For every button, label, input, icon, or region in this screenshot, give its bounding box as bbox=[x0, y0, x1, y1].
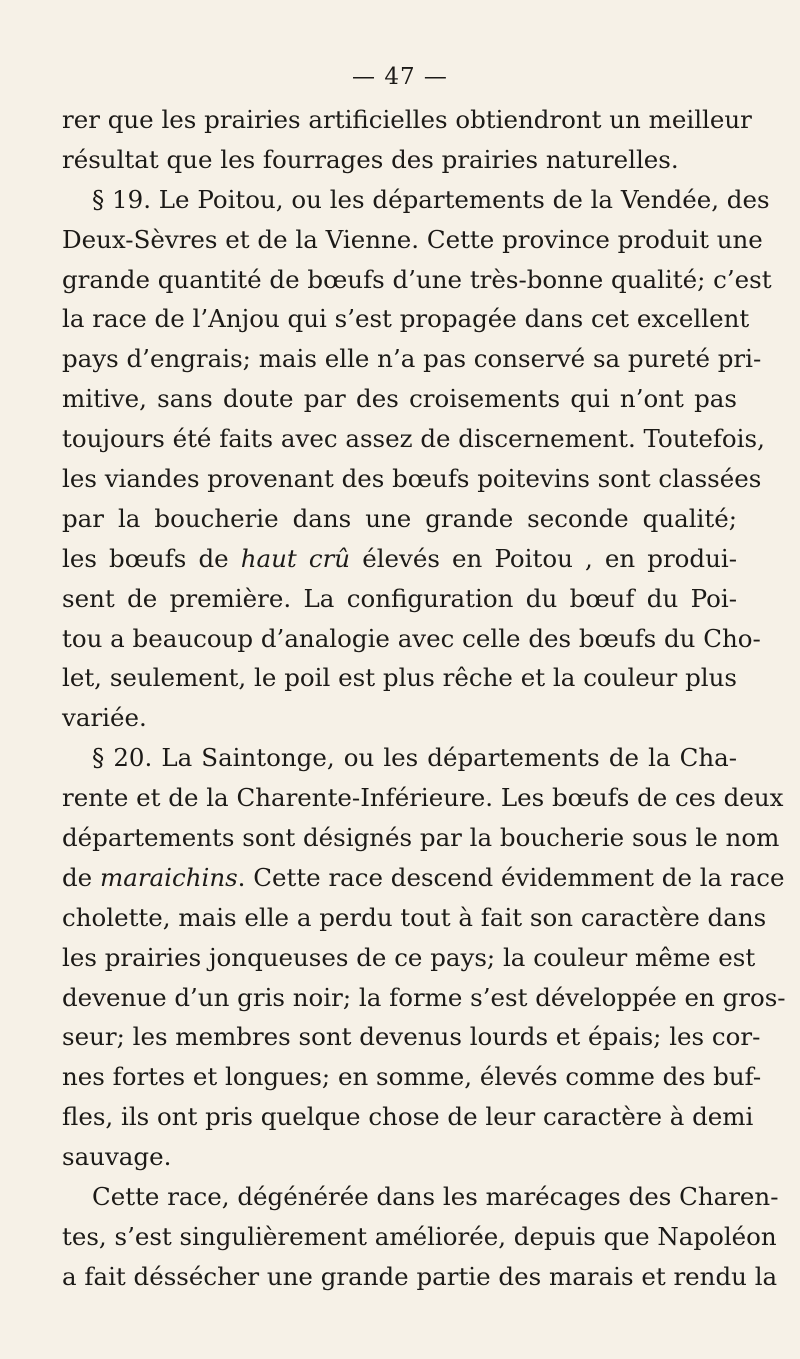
text-line: mitive, sans doute par des croisements qui n’ont pas bbox=[62, 384, 737, 414]
text-line: nes fortes et longues; en somme, élevés comme des buf- bbox=[62, 1062, 762, 1092]
text-line: variée. bbox=[62, 703, 147, 733]
text-segment: élevés en Poitou , en produi- bbox=[350, 543, 737, 573]
text-line: devenue d’un gris noir; la forme s’est développée en gros- bbox=[62, 982, 786, 1012]
italic-term: maraichins bbox=[99, 862, 238, 892]
text-line bbox=[62, 539, 737, 579]
text-line: rer que les prairies artificielles obtiendront un meilleur bbox=[62, 105, 752, 134]
text-line: § 19. Le Poitou, ou les départements de la Vendée, des bbox=[92, 184, 770, 214]
text-line: rente et de la Charente-Inférieure. Les bœufs de ces deux bbox=[62, 783, 784, 813]
text-line: cholette, mais elle a perdu tout à fait son caractère dans bbox=[62, 902, 767, 932]
text-line: les viandes provenant des bœufs poitevins sont classées bbox=[62, 464, 762, 494]
text-line: let, seulement, le poil est plus rêche et la couleur plus bbox=[62, 663, 737, 693]
text-segment: de bbox=[62, 862, 100, 892]
text-line: Deux-Sèvres et de la Vienne. Cette province produit une bbox=[62, 224, 763, 254]
text-line: la race de l’Anjou qui s’est propagée dans cet excellent bbox=[62, 304, 750, 334]
text-line: tes, s’est singulièrement améliorée, depuis que Napoléon bbox=[62, 1221, 777, 1251]
page-number: — 47 — bbox=[352, 64, 448, 90]
text-line: départements sont désignés par la boucherie sous le nom bbox=[62, 823, 780, 853]
text-line: tou a beaucoup d’analogie avec celle des bœufs du Cho- bbox=[62, 623, 761, 653]
text-line: grande quantité de bœufs d’une très-bonne qualité; c’est bbox=[62, 264, 772, 294]
text-line: seur; les membres sont devenus lourds et épais; les cor- bbox=[62, 1022, 761, 1052]
text-line: fles, ils ont pris quelque chose de leur caractère à demi bbox=[62, 1102, 754, 1132]
text-line bbox=[62, 858, 785, 898]
text-line: pays d’engrais; mais elle n’a pas conservé sa pureté pri- bbox=[62, 344, 762, 374]
text-line: § 20. La Saintonge, ou les départements de la Cha- bbox=[92, 743, 737, 773]
text-line: par la boucherie dans une grande seconde qualité; bbox=[62, 503, 737, 533]
text-line: a fait déssécher une grande partie des marais et rendu la bbox=[62, 1261, 778, 1291]
text-line: toujours été faits avec assez de discernement. Toutefois, bbox=[62, 424, 765, 454]
text-segment: . Cette race descend évidemment de la race bbox=[237, 862, 785, 892]
text-line: Cette race, dégénérée dans les marécages des Charen- bbox=[92, 1182, 779, 1212]
body-text bbox=[62, 100, 786, 1297]
text-line: sent de première. La configuration du bœuf du Poi- bbox=[62, 583, 737, 613]
text-line: résultat que les fourrages des prairies naturelles. bbox=[62, 144, 679, 174]
text-segment: les bœufs de bbox=[62, 543, 241, 573]
text-line: sauvage. bbox=[62, 1142, 172, 1172]
text-line: les prairies jonqueuses de ce pays; la couleur même est bbox=[62, 942, 756, 972]
italic-term: haut crû bbox=[240, 543, 351, 573]
